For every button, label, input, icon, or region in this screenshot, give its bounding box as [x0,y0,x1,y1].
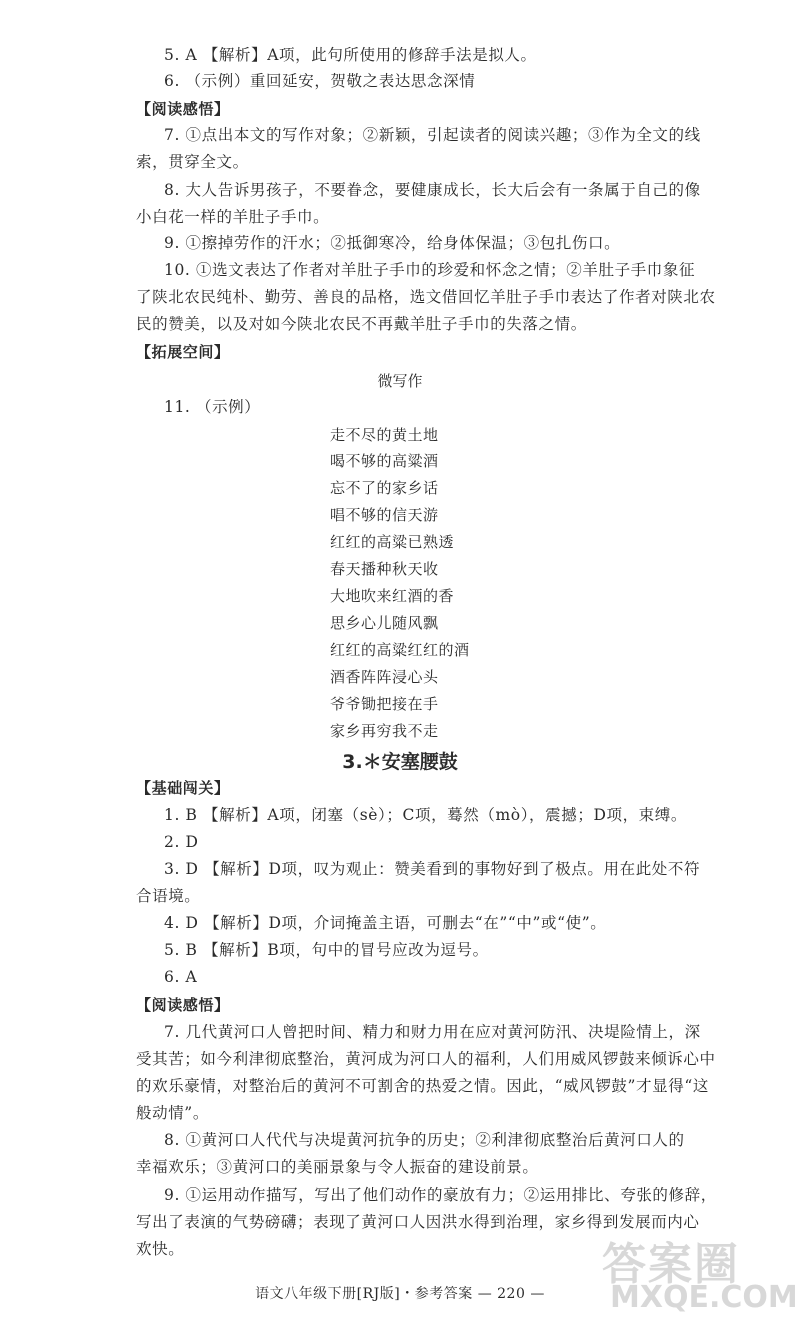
s3-answer-6: 6. A [164,968,198,986]
poem-line: 红红的高粱已熟透 [330,533,455,551]
poem-line: 春天播种秋天收 [330,560,439,578]
s3-answer-9-line2: 写出了表演的气势磅礴；表现了黄河口人因洪水得到治理，家乡得到发展而内心 [136,1213,700,1231]
s3-answer-7-line4: 般动情”。 [136,1104,209,1122]
s3-answer-2: 2. D [164,833,199,851]
answer-7-line2: 索，贯穿全文。 [136,153,249,171]
answer-6: 6. （示例）重回延安，贺敬之表达思念深情 [164,72,476,90]
heading-basic: 【基础闯关】 [136,779,230,797]
poem-line: 喝不够的高粱酒 [330,452,439,470]
heading-reading-insight-2: 【阅读感悟】 [136,996,230,1014]
answer-5: 5. A 【解析】A项，此句所使用的修辞手法是拟人。 [164,46,537,64]
s3-answer-8-line2: 幸福欢乐；③黄河口的美丽景象与令人振奋的建设前景。 [136,1158,539,1176]
micro-writing-title: 微写作 [377,372,423,390]
lesson-3-title: 3.＊安塞腰鼓 [342,751,458,773]
poem-line: 唱不够的信天游 [330,506,439,524]
poem-line: 爷爷锄把接在手 [330,695,439,713]
s3-answer-7-line1: 7. 几代黄河口人曾把时间、精力和财力用在应对黄河防汛、决堤险情上，深 [164,1023,701,1041]
page-footer: 语文八年级下册[RJ版]・参考答案 — 220 — [255,1286,545,1302]
s3-answer-9-line3: 欢快。 [136,1240,185,1258]
s3-answer-7-line3: 的欢乐豪情，对整治后的黄河不可割舍的热爱之情。因此，“威风锣鼓”才显得“这 [136,1077,709,1095]
s3-answer-3-line1: 3. D 【解析】D项，叹为观止：赞美看到的事物好到了极点。用在此处不符 [164,860,701,878]
poem-line: 酒香阵阵浸心头 [330,668,439,686]
poem-line: 家乡再穷我不走 [330,722,439,740]
s3-answer-3-line2: 合语境。 [136,887,201,905]
s3-answer-4: 4. D 【解析】D项，介词掩盖主语，可删去“在”“中”或“使”。 [164,914,607,932]
s3-answer-8-line1: 8. ①黄河口人代代与决堤黄河抗争的历史；②利津彻底整治后黄河口人的 [164,1131,685,1149]
heading-extension: 【拓展空间】 [136,343,230,361]
watermark-logo [596,1228,798,1318]
answer-11: 11. （示例） [164,398,261,416]
answer-7-line1: 7. ①点出本文的写作对象；②新颖，引起读者的阅读兴趣；③作为全文的线 [164,126,701,144]
watermark-text: 答案圈 [602,1239,740,1290]
s3-answer-5: 5. B 【解析】B项，句中的冒号应改为逗号。 [164,941,489,959]
poem-line: 思乡心儿随风飘 [330,614,439,632]
poem-line: 忘不了的家乡话 [330,479,439,497]
answer-10-line2: 了陕北农民纯朴、勤劳、善良的品格，选文借回忆羊肚子手巾表达了作者对陕北农 [136,288,716,306]
answer-8-line1: 8. 大人告诉男孩子，不要眷念，要健康成长，长大后会有一条属于自己的像 [164,181,701,199]
answer-9: 9. ①擦掉劳作的汗水；②抵御寒冷，给身体保温；③包扎伤口。 [164,234,621,252]
s3-answer-7-line2: 受其苦；如今利津彻底整治，黄河成为河口人的福利，人们用威风锣鼓来倾诉心中 [136,1050,716,1068]
answer-10-line1: 10. ①选文表达了作者对羊肚子手巾的珍爱和怀念之情；②羊肚子手巾象征 [164,261,696,279]
poem-line: 大地吹来红酒的香 [330,587,455,605]
s3-answer-1: 1. B 【解析】A项，闭塞（sè）；C项，蓦然（mò），震撼；D项，束缚。 [164,806,687,824]
answer-8-line2: 小白花一样的羊肚子手巾。 [136,208,330,226]
poem-line: 走不尽的黄土地 [330,426,439,444]
poem-line: 红红的高粱红红的酒 [330,641,470,659]
heading-reading-insight: 【阅读感悟】 [136,100,230,118]
watermark-url: MXQE.COM [610,1280,798,1315]
answer-10-line3: 民的赞美，以及对如今陕北农民不再戴羊肚子手巾的失落之情。 [136,315,587,333]
s3-answer-9-line1: 9. ①运用动作描写，写出了他们动作的豪放有力；②运用排比、夸张的修辞， [164,1186,717,1204]
